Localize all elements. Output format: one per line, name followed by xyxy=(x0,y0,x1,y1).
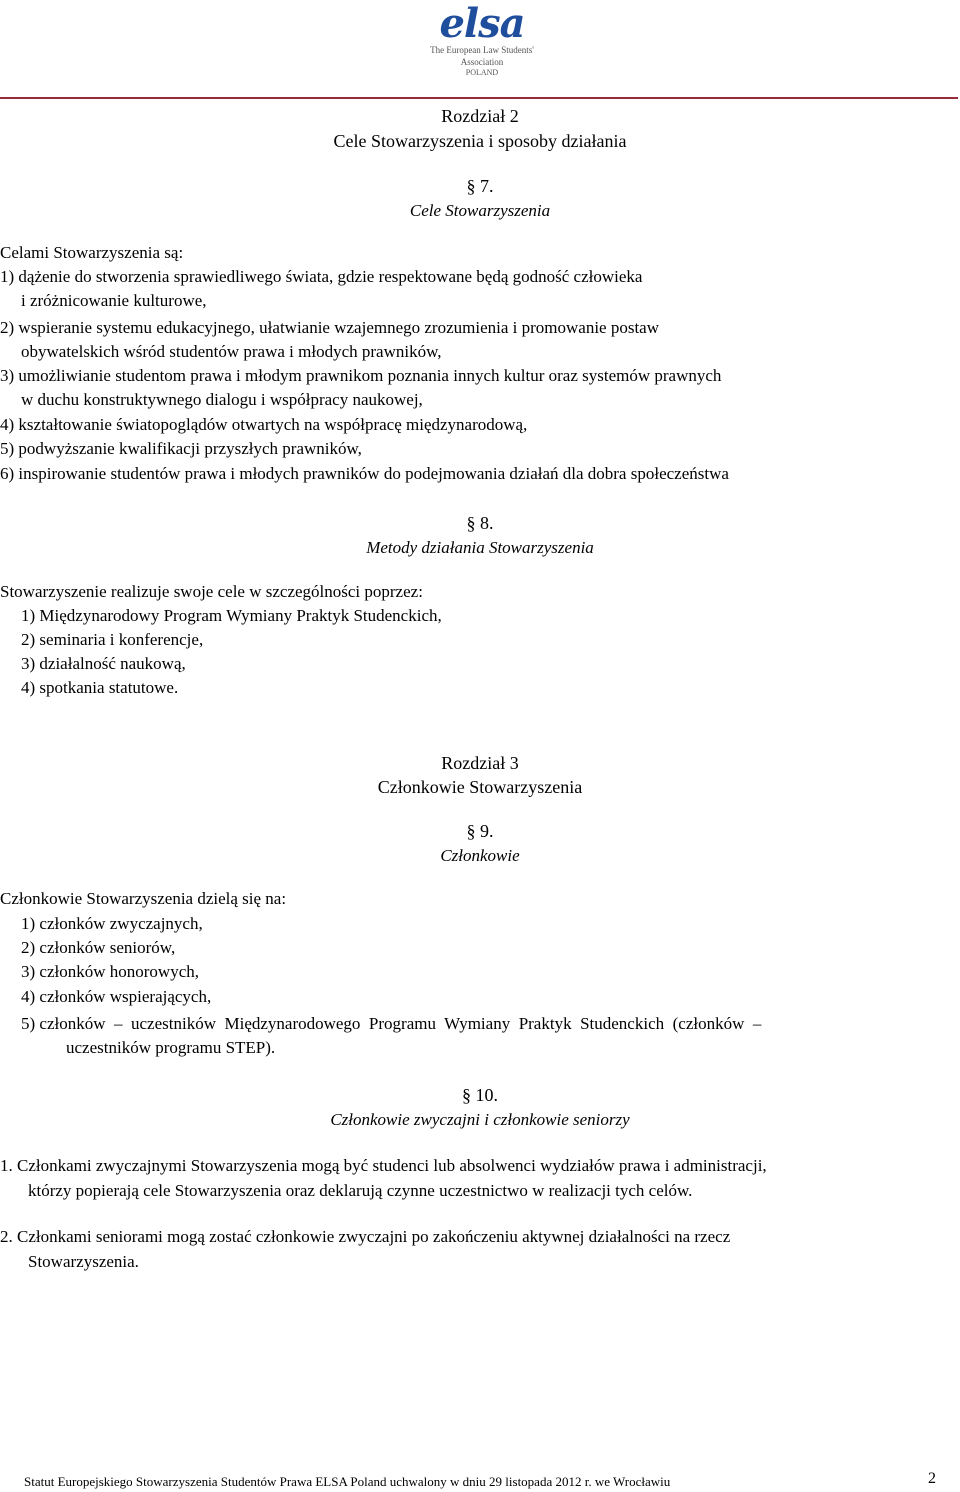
section-9-item: 2) członków seniorów, xyxy=(21,938,176,957)
section-10-paragraph-1: 1. Członkami zwyczajnymi Stowarzyszenia mogą być studenci lub absolwenci wydziałów prawa i administracji, xyxy=(0,1156,767,1175)
section-7-item: 5) podwyższanie kwalifikacji przyszłych prawników, xyxy=(0,439,362,458)
section-9-number: § 9. xyxy=(466,821,494,841)
chapter-3-title: Rozdział 3 xyxy=(441,753,519,773)
section-10-number: § 10. xyxy=(462,1085,498,1105)
section-8-intro: Stowarzyszenie realizuje swoje cele w szczególności poprzez: xyxy=(0,582,423,601)
section-10-paragraph-2: Stowarzyszenia. xyxy=(28,1252,139,1271)
section-10-title: Członkowie zwyczajni i członkowie seniorzy xyxy=(330,1110,630,1129)
page-number: 2 xyxy=(928,1470,936,1487)
section-10-paragraph-1: którzy popierają cele Stowarzyszenia oraz deklarują czynne uczestnictwo w realizacji tych celów. xyxy=(28,1181,693,1200)
chapter-2-title: Rozdział 2 xyxy=(441,106,519,126)
section-9-item: uczestników programu STEP). xyxy=(66,1038,276,1057)
section-9-item: 1) członków zwyczajnych, xyxy=(21,914,203,933)
section-8-number: § 8. xyxy=(466,513,494,533)
section-7-item: w duchu konstruktywnego dialogu i współpracy naukowej, xyxy=(21,390,423,409)
section-7-item: 2) wspieranie systemu edukacyjnego, ułatwianie wzajemnego zrozumienia i promowanie postaw xyxy=(0,318,660,337)
section-7-title: Cele Stowarzyszenia xyxy=(409,201,551,220)
chapter-3-subtitle: Członkowie Stowarzyszenia xyxy=(377,777,583,797)
section-7-item: 3) umożliwianie studentom prawa i młodym prawnikom poznania innych kultur oraz systemów prawnych xyxy=(0,366,722,385)
section-7-item: 6) inspirowanie studentów prawa i młodych prawników do podejmowania działań dla dobra społeczeństwa xyxy=(0,464,729,483)
section-9-item: 4) członków wspierających, xyxy=(21,987,212,1006)
section-9-intro: Członkowie Stowarzyszenia dzielą się na: xyxy=(0,889,287,908)
section-9-item: 5) członków – uczestników Międzynarodowego Programu Wymiany Praktyk Studenckich (członków – xyxy=(21,1014,762,1033)
section-8-item: 2) seminaria i konferencje, xyxy=(21,630,204,649)
page-footer: Statut Europejskiego Stowarzyszenia Studentów Prawa ELSA Poland uchwalony w dniu 29 listopada 2012 r. we Wrocławiu xyxy=(24,1474,671,1489)
section-7-item: 1) dążenie do stworzenia sprawiedliwego świata, gdzie respektowane będą godność człowieka xyxy=(0,267,643,286)
section-8-item: 1) Międzynarodowy Program Wymiany Praktyk Studenckich, xyxy=(21,606,442,625)
section-7-number: § 7. xyxy=(466,176,494,196)
logo-country: POLAND xyxy=(465,68,499,77)
section-9-title: Członkowie xyxy=(440,846,520,865)
section-9-item: 3) członków honorowych, xyxy=(21,962,199,981)
logo-association-name: The European Law Students' Association xyxy=(430,45,534,67)
section-7-item: 4) kształtowanie światopoglądów otwartych na współpracę międzynarodową, xyxy=(0,415,528,434)
section-8-item: 4) spotkania statutowe. xyxy=(21,678,179,697)
section-10-paragraph-2: 2. Członkami seniorami mogą zostać członkowie zwyczajni po zakończeniu aktywnej działalności na rzecz xyxy=(0,1227,731,1246)
logo-mark: elsa xyxy=(439,0,525,47)
header-divider xyxy=(0,97,958,99)
section-7-item: obywatelskich wśród studentów prawa i młodych prawników, xyxy=(21,342,442,361)
elsa-logo xyxy=(412,0,552,75)
section-8-item: 3) działalność naukową, xyxy=(21,654,186,673)
section-8-title: Metody działania Stowarzyszenia xyxy=(366,538,594,557)
section-7-intro: Celami Stowarzyszenia są: xyxy=(0,243,184,262)
section-7-item: i zróżnicowanie kulturowe, xyxy=(21,291,207,310)
chapter-2-subtitle: Cele Stowarzyszenia i sposoby działania xyxy=(333,131,627,151)
